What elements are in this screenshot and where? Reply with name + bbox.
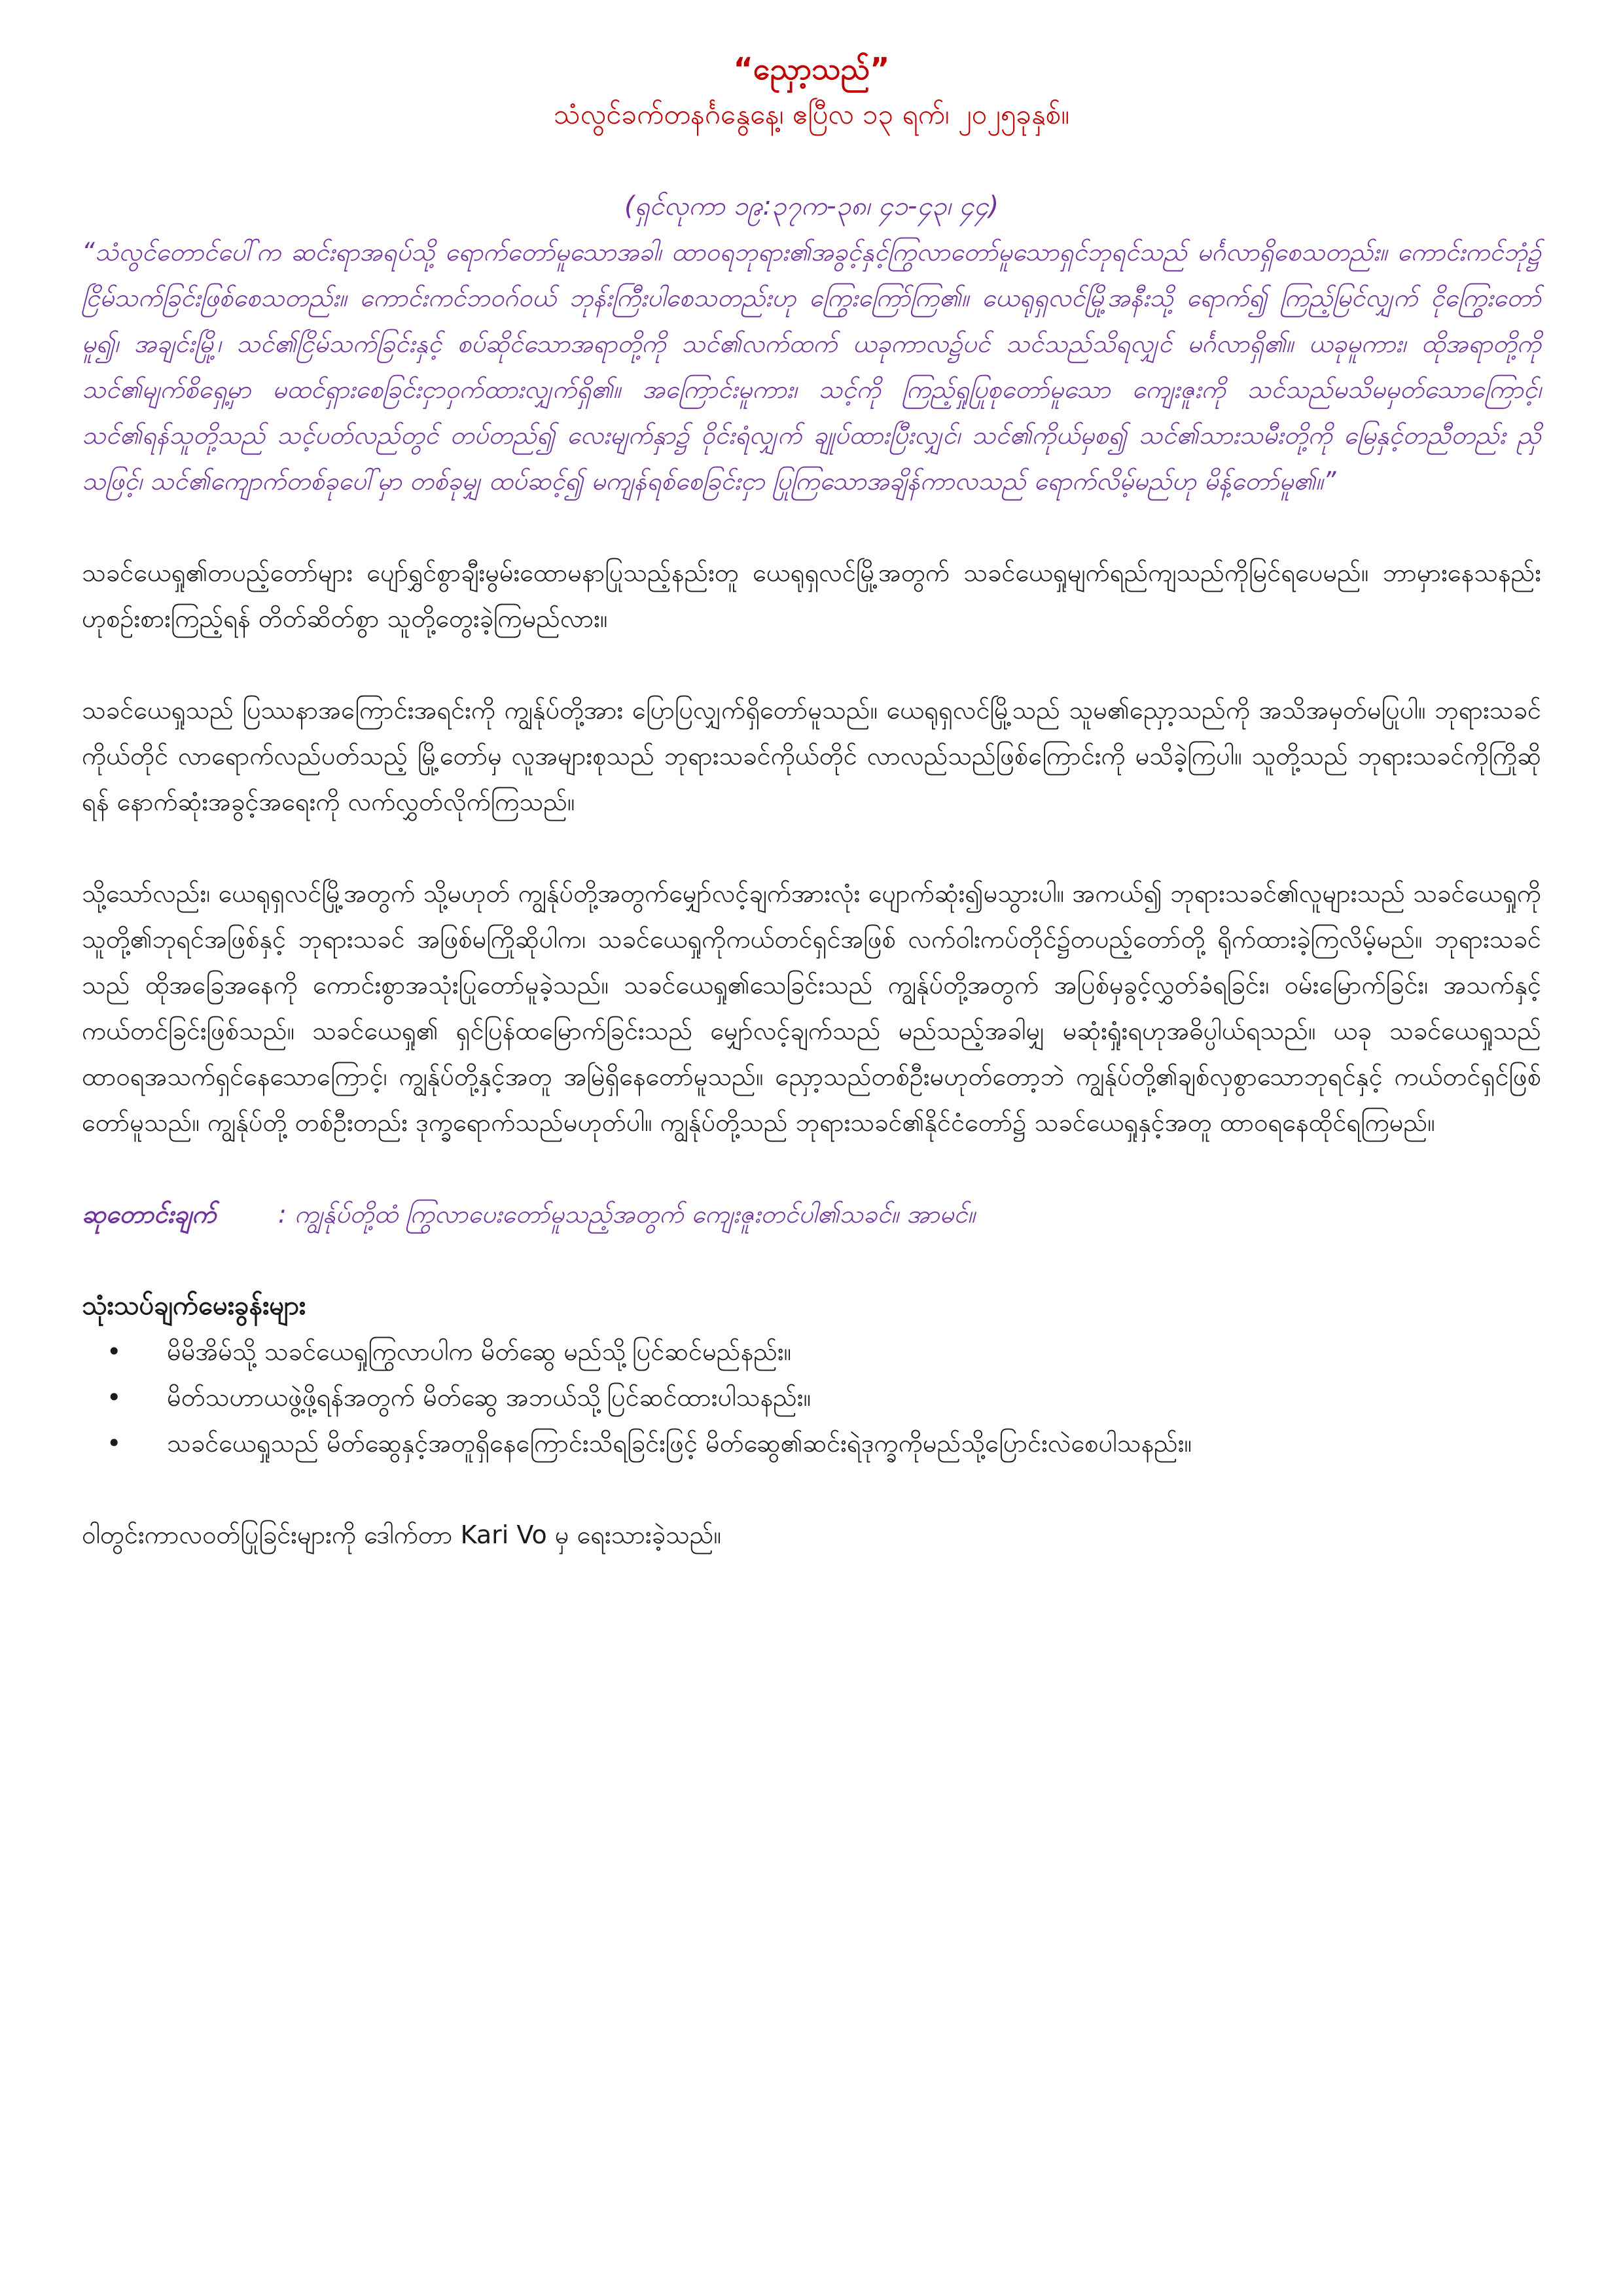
devotional-page bbox=[82, 46, 1541, 1558]
author-credit: ဝါတွင်းကာလဝတ်ပြုခြင်းများကို ဒေါက်တာ Kari Vo မှ ရေးသားခဲ့သည်။ bbox=[82, 1520, 722, 1549]
prayer bbox=[82, 1191, 1541, 1237]
bullet-icon: • bbox=[107, 1383, 122, 1412]
scripture-reference: (ရှင်လုကာ ၁၉:၃၇က-၃၈၊ ၄၁-၄၃၊ ၄၄) bbox=[624, 191, 999, 221]
list-item bbox=[82, 1374, 1541, 1420]
prayer-label: ဆုတောင်းချက် bbox=[82, 1200, 217, 1229]
prayer-text: : ကျွန်ုပ်တို့ထံ ကြွလာပေးတော်မူသည့်အတွက် ကျေးဇူးတင်ပါ၏သခင်။ အာမင်။ bbox=[278, 1200, 976, 1229]
question-text: သခင်ယေရှုသည် မိတ်ဆွေနှင့်အတူရှိနေကြောင်းသိရခြင်းဖြင့် မိတ်ဆွေ၏ဆင်းရဲဒုက္ခကိုမည်သို့ပြောင်းလဲစေပါသနည်း။ bbox=[167, 1429, 1192, 1458]
body-paragraph-2: သခင်ယေရှုသည် ပြဿနာအကြောင်းအရင်းကို ကျွန်ုပ်တို့အား ပြောပြလျှက်ရှိတော်မူသည်။ ယေရုရှလင်မြို့သည် သူမ၏ညှော့သည်ကို အသိအမှတ်မပြုပါ။ ဘုရားသခင်ကိုယ်တိုင် လာရောက်လည်ပတ်သည့် မြို့တော်မှ လူအများစုသည် ဘုရားသခင်ကိုယ်တိုင် လာလည်သည်ဖြစ်ကြောင်းကို မသိခဲ့ကြပါ။ သူတို့သည် ဘုရားသခင်ကိုကြိုဆိုရန် နောက်ဆုံးအခွင့်အရေးကို လက်လွှတ်လိုက်ကြသည်။ bbox=[82, 696, 1541, 816]
body-paragraph-3: သို့သော်လည်း၊ ယေရုရှလင်မြို့အတွက် သို့မဟုတ် ကျွန်ုပ်တို့အတွက်မျှော်လင့်ချက်အားလုံး ပျောက်ဆုံး၍မသွားပါ။ အကယ်၍ ဘုရားသခင်၏လူများသည် သခင်ယေရှုကို သူတို့၏ဘုရင်အဖြစ်နှင့် ဘုရားသခင် အဖြစ်မကြိုဆိုပါက၊ သခင်ယေရှုကိုကယ်တင်ရှင်အဖြစ် လက်ဝါးကပ်တိုင်၌တပည့်တော်တို့ ရိုက်ထားခဲ့ကြလိမ့်မည်။ ဘုရားသခင်သည် ထိုအခြေအနေကို ကောင်းစွာအသုံးပြုတော်မူခဲ့သည်။ သခင်ယေရှု၏သေခြင်းသည် ကျွန်ုပ်တို့အတွက် အပြစ်မှခွင့်လွှတ်ခံရခြင်း၊ ဝမ်းမြောက်ခြင်း၊ အသက်နှင့် ကယ်တင်ခြင်းဖြစ်သည်။ သခင်ယေရှု၏ ရှင်ပြန်ထမြောက်ခြင်းသည် မျှော်လင့်ချက်သည် မည်သည့်အခါမျှ မဆုံးရှုံးရဟုအဓိပ္ပါယ်ရသည်။ ယခု သခင်ယေရှုသည် ထာဝရအသက်ရှင်နေသောကြောင့်၊ ကျွန်ုပ်တို့နှင့်အတူ အမြဲရှိနေတော်မူသည်။ ညှော့သည်တစ်ဦးမဟုတ်တော့ဘဲ ကျွန်ုပ်တို့၏ချစ်လှစွာသောဘုရင်နှင့် ကယ်တင်ရှင်ဖြစ်တော်မူသည်။ ကျွန်ုပ်တို့ တစ်ဦးတည်း ဒုက္ခရောက်သည်မဟုတ်ပါ။ ကျွန်ုပ်တို့သည် ဘုရားသခင်၏နိုင်ငံတော်၌ သခင်ယေရှုနှင့်အတူ ထာဝရနေထိုင်ရကြမည်။ bbox=[82, 879, 1541, 1137]
bullet-icon: • bbox=[107, 1337, 122, 1366]
questions-list bbox=[82, 1329, 1541, 1466]
page-title: “ညှော့သည်” bbox=[733, 51, 890, 86]
bullet-icon: • bbox=[107, 1429, 122, 1458]
page-date: သံလွင်ခက်တနင်္ဂနွေနေ့၊ ဧပြီလ ၁၃ ရက်၊ ၂၀၂၅ခုနှစ်။ bbox=[554, 98, 1069, 130]
scripture-text: “သံလွင်တောင်ပေါ်က ဆင်းရာအရပ်သို့ ရောက်တော်မူသောအခါ၊ ထာဝရဘုရား၏အခွင့်နှင့်ကြွလာတော်မူသောရှင်ဘုရင်သည် မင်္ဂလာရှိစေသတည်း။ ကောင်းကင်ဘုံ၌ ငြိမ်သက်ခြင်းဖြစ်စေသတည်း။ ကောင်းကင်ဘဝဂ်ဝယ် ဘုန်းကြီးပါစေသတည်းဟု ကြွေးကြော်ကြ၏။ ယေရုရှလင်မြို့အနီးသို့ ရောက်၍ ကြည့်မြင်လျှက် ငိုကြွေးတော်မူ၍၊ အချင်းမြို့၊ သင်၏ငြိမ်သက်ခြင်းနှင့် စပ်ဆိုင်သောအရာတို့ကို သင်၏လက်ထက် ယခုကာလ၌ပင် သင်သည်သိရလျှင် မင်္ဂလာရှိ၏။ ယခုမူကား၊ ထိုအရာတို့ကို သင်၏မျက်စိရှေ့မှာ မထင်ရှားစေခြင်းငှာဝှက်ထားလျှက်ရှိ၏။ အကြောင်းမူကား၊ သင့်ကို ကြည့်ရှုပြုစုတော်မူသော ကျေးဇူးကို သင်သည်မသိမမှတ်သောကြောင့်၊ သင်၏ရန်သူတို့သည် သင့်ပတ်လည်တွင် တပ်တည်၍ လေးမျက်နှာ၌ ဝိုင်းရံလျှက် ချုပ်ထားပြီးလျှင်၊ သင်၏ကိုယ်မှစ၍ သင်၏သားသမီးတို့ကို မြေနှင့်တညီတည်း ညှိသဖြင့်၊ သင်၏ကျောက်တစ်ခုပေါ်မှာ တစ်ခုမျှ ထပ်ဆင့်၍ မကျန်ရစ်စေခြင်းငှာ ပြုကြသောအချိန်ကာလသည် ရောက်လိမ့်မည်ဟု မိန့်တော်မူ၏။” bbox=[82, 238, 1541, 495]
body-paragraph-1: သခင်ယေရှု၏တပည့်တော်များ ပျော်ရွှင်စွာချီးမွမ်းထောမနာပြုသည့်နည်းတူ ယေရုရှလင်မြို့အတွက် သခင်ယေရှုမျက်ရည်ကျသည်ကိုမြင်ရပေမည်။ ဘာမှားနေသနည်းဟုစဉ်းစားကြည့်ရန် တိတ်ဆိတ်စွာ သူတို့တွေးခဲ့ကြမည်လား။ bbox=[82, 558, 1541, 633]
list-item bbox=[82, 1329, 1541, 1374]
question-text: မိမိအိမ်သို့ သခင်ယေရှုကြွလာပါက မိတ်ဆွေ မည်သို့ပြင်ဆင်မည်နည်း။ bbox=[167, 1337, 792, 1366]
questions-heading: သုံးသပ်ချက်မေးခွန်းများ bbox=[82, 1291, 306, 1321]
list-item bbox=[82, 1420, 1541, 1466]
question-text: မိတ်သဟာယဖွဲ့ဖို့ရန်အတွက် မိတ်ဆွေ အဘယ်သို့ပြင်ဆင်ထားပါသနည်း။ bbox=[167, 1383, 812, 1412]
